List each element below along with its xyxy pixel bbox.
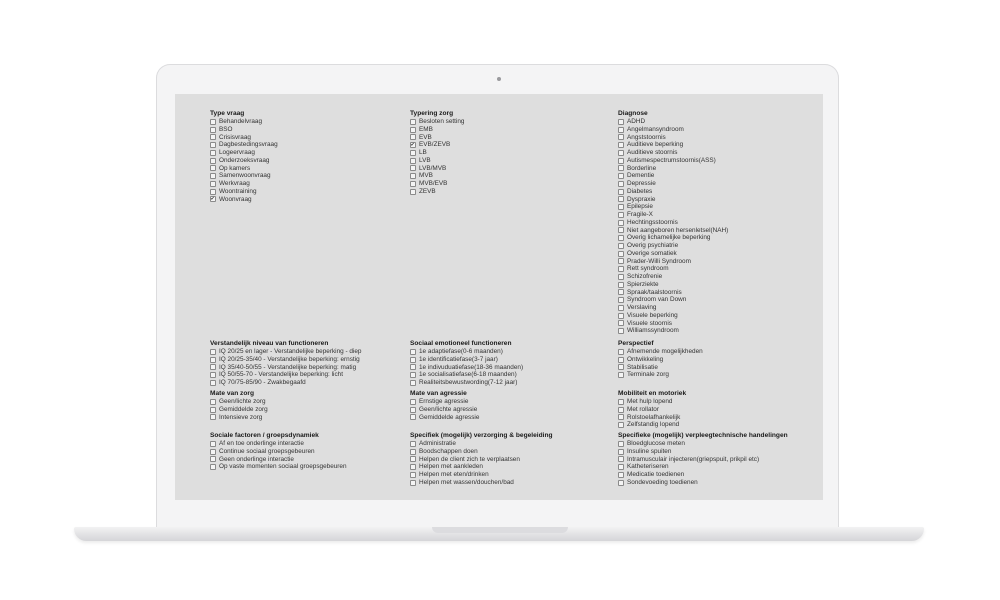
checkbox[interactable] — [618, 173, 624, 179]
checkbox-label: Ernstige agressie — [419, 398, 469, 405]
checkbox-option[interactable] — [618, 471, 788, 479]
checkbox[interactable] — [618, 480, 624, 486]
checkbox-option[interactable] — [618, 211, 728, 219]
checkbox-label: Gemiddelde zorg — [219, 405, 268, 413]
checkbox[interactable] — [618, 235, 624, 241]
checkbox-option[interactable] — [210, 134, 278, 142]
checkbox-label: Geen onderlinge interactie — [219, 455, 294, 463]
checkbox[interactable] — [410, 189, 416, 195]
checkbox[interactable] — [410, 414, 416, 420]
checkbox-label: Fragile-X — [627, 211, 653, 218]
group-title: Type vraag — [210, 110, 245, 117]
checkbox[interactable] — [618, 407, 624, 413]
checkbox[interactable] — [618, 313, 624, 319]
checkbox[interactable] — [618, 227, 624, 233]
checkbox-label: Met rollator — [627, 405, 659, 413]
checkbox-option[interactable] — [618, 203, 728, 211]
checkbox[interactable] — [618, 204, 624, 210]
checkbox-option[interactable] — [210, 456, 347, 464]
checkbox-option[interactable] — [410, 456, 553, 464]
checkbox-option[interactable] — [618, 250, 728, 258]
checkbox-label: Logeervraag — [219, 149, 255, 156]
checkbox-option[interactable] — [210, 379, 361, 387]
checkbox-label: 1e adaptiefase(0-6 maanden) — [419, 348, 503, 355]
checkbox[interactable] — [618, 266, 624, 272]
checkbox-option[interactable] — [618, 479, 788, 487]
checkbox-label: Helpen met aankleden — [419, 463, 483, 471]
checkbox-option[interactable] — [410, 406, 479, 414]
checkbox-label: Syndroom van Down — [627, 296, 687, 304]
filter-group — [410, 432, 553, 487]
checkbox-label: IQ 50/55-70 - Verstandelijke beperking: licht — [219, 371, 343, 379]
checkbox[interactable] — [410, 399, 416, 405]
checkbox-label: Administratie — [419, 440, 456, 447]
checkbox-option[interactable] — [618, 414, 686, 422]
checkbox[interactable] — [618, 274, 624, 280]
checkbox-label: Intensieve zorg — [219, 413, 263, 421]
checkbox-label: IQ 70/75-85/90 - Zwakbegaafd — [219, 379, 306, 386]
checkbox-option[interactable] — [210, 172, 278, 180]
checkbox[interactable] — [618, 372, 624, 378]
checkbox-label: Samenwoonvraag — [219, 172, 271, 180]
checkbox-label: Zelfstandig lopend — [627, 421, 680, 429]
checkbox-label: Dagbestedingsvraag — [219, 141, 278, 149]
checkbox[interactable] — [210, 196, 216, 202]
checkbox-option[interactable] — [410, 126, 464, 134]
checkbox-label: Helpen met wassen/douchen/bad — [419, 478, 514, 486]
checkbox[interactable] — [210, 189, 216, 195]
checkbox-label: Overig lichamelijke beperking — [627, 234, 711, 242]
checkbox-label: Ontwikkeling — [627, 355, 664, 363]
checkbox-option[interactable] — [210, 126, 278, 134]
checkbox-option[interactable] — [410, 188, 464, 196]
checkbox-option[interactable] — [410, 463, 553, 471]
checkbox[interactable] — [210, 372, 216, 378]
checkbox-label: Besloten setting — [419, 118, 465, 125]
checkbox-label: ZEVB — [419, 187, 436, 195]
checkbox-option[interactable] — [618, 448, 788, 456]
checkbox-label: Dementie — [627, 172, 655, 180]
checkbox-option[interactable] — [410, 172, 464, 180]
filter-group — [618, 390, 686, 429]
checkbox[interactable] — [410, 380, 416, 386]
checkbox-option[interactable] — [210, 165, 278, 173]
checkbox-option[interactable] — [210, 448, 347, 456]
checkbox[interactable] — [210, 173, 216, 179]
checkbox[interactable] — [618, 364, 624, 370]
checkbox-option[interactable] — [618, 398, 686, 406]
checkbox-option[interactable] — [618, 312, 728, 320]
checkbox[interactable] — [618, 243, 624, 249]
checkbox-option[interactable] — [618, 456, 788, 464]
checkbox[interactable] — [618, 181, 624, 187]
checkbox-label: Dyspraxie — [627, 195, 656, 203]
checkbox-option[interactable] — [618, 188, 728, 196]
checkbox-option[interactable] — [618, 463, 788, 471]
checkbox-label: Visuele beperking — [627, 311, 678, 319]
checkbox[interactable] — [618, 357, 624, 363]
checkbox[interactable] — [210, 380, 216, 386]
checkbox-option[interactable] — [410, 180, 464, 188]
filter-group — [210, 340, 361, 387]
checkbox[interactable] — [618, 220, 624, 226]
checkbox-label: Op vaste momenten sociaal groepsgebeuren — [219, 463, 347, 471]
checkbox-label: Visuele stoornis — [627, 319, 672, 327]
checkbox-option[interactable] — [618, 157, 728, 165]
group-title: Perspectief — [618, 340, 654, 347]
checkbox-label: Continue sociaal groepsgebeuren — [219, 447, 315, 455]
checkbox-label: EVB/ZEVB — [419, 141, 451, 149]
checkbox-option[interactable] — [618, 281, 728, 289]
checkbox-label: Spierziekte — [627, 280, 659, 288]
checkbox-option[interactable] — [410, 141, 464, 149]
checkbox-label: LB — [419, 149, 427, 156]
checkbox-label: Afnemende mogelijkheden — [627, 348, 703, 355]
checkbox[interactable] — [210, 414, 216, 420]
checkbox[interactable] — [210, 119, 216, 125]
checkbox-option[interactable] — [618, 118, 728, 126]
checkbox-option[interactable] — [618, 265, 728, 273]
checkbox[interactable] — [410, 464, 416, 470]
checkbox-option[interactable] — [410, 348, 523, 356]
checkbox-option[interactable] — [618, 141, 728, 149]
checkbox[interactable] — [618, 464, 624, 470]
group-title: Verstandelijk niveau van functioneren — [210, 340, 329, 347]
filter-group — [618, 110, 728, 335]
checkbox-label: Intramusculair injecteren(griepspuit, prikpil etc) — [627, 455, 760, 463]
checkbox-label: Katheteriseren — [627, 463, 669, 471]
checkbox[interactable] — [618, 472, 624, 478]
checkbox-option[interactable] — [210, 149, 278, 157]
group-title: Mobiliteit en motoriek — [618, 390, 687, 397]
checkbox[interactable] — [210, 441, 216, 447]
checkbox[interactable] — [410, 407, 416, 413]
checkbox-option[interactable] — [210, 406, 268, 414]
checkbox-option[interactable] — [210, 180, 278, 188]
checkbox[interactable] — [410, 150, 416, 156]
checkbox[interactable] — [210, 399, 216, 405]
group-title: Sociaal emotioneel functioneren — [410, 340, 512, 347]
checkbox-label: Angststoornis — [627, 133, 666, 141]
checkbox-label: Williamssyndroom — [627, 327, 679, 335]
checkbox-label: MVB — [419, 172, 433, 180]
checkbox[interactable] — [210, 158, 216, 164]
checkbox[interactable] — [618, 414, 624, 420]
checkbox[interactable] — [410, 181, 416, 187]
checkbox-label: Spraak/taalstoornis — [627, 288, 682, 296]
checkbox-option[interactable] — [410, 440, 553, 448]
checkbox-option[interactable] — [618, 371, 703, 379]
checkbox-label: 1e identificatiefase(3-7 jaar) — [419, 355, 498, 363]
checkbox[interactable] — [410, 364, 416, 370]
group-title: Specifieke (mogelijk) verpleegtechnische handelingen — [618, 432, 788, 439]
checkbox-option[interactable] — [410, 364, 523, 372]
filter-group — [410, 110, 464, 196]
checkbox-option[interactable] — [410, 479, 553, 487]
checkbox[interactable] — [618, 297, 624, 303]
checkbox[interactable] — [210, 364, 216, 370]
checkbox-label: Prader-Willi Syndroom — [627, 257, 691, 265]
checkbox-option[interactable] — [618, 320, 728, 328]
checkbox[interactable] — [210, 127, 216, 133]
checkbox[interactable] — [210, 349, 216, 355]
checkbox-label: Hechtingsstoornis — [627, 218, 678, 226]
checkbox-option[interactable] — [618, 421, 686, 429]
checkbox-option[interactable] — [410, 414, 479, 422]
checkbox-label: Auditieve stoornis — [627, 149, 678, 156]
checkbox-label: Medicatie toedienen — [627, 471, 685, 478]
checkbox-option[interactable] — [410, 379, 523, 387]
checkbox[interactable] — [210, 165, 216, 171]
checkbox-option[interactable] — [618, 258, 728, 266]
checkbox[interactable] — [210, 142, 216, 148]
checkbox-label: LVB — [419, 156, 431, 164]
checkbox-label: IQ 35/40-50/55 - Verstandelijke beperking: matig — [219, 363, 357, 371]
checkbox-label: Overige somatiek — [627, 249, 677, 257]
group-title: Mate van zorg — [210, 390, 254, 397]
checkbox-option[interactable] — [210, 141, 278, 149]
checkbox-label: Bloedglucose meten — [627, 440, 685, 447]
group-title: Diagnose — [618, 110, 648, 117]
checkbox-label: Realiteitsbewustwording(7-12 jaar) — [419, 379, 518, 386]
checkbox-option[interactable] — [618, 196, 728, 204]
group-title: Typering zorg — [410, 110, 454, 117]
checkbox-option[interactable] — [210, 364, 361, 372]
checkbox-option[interactable] — [618, 180, 728, 188]
checkbox-label: LVB/MVB — [419, 164, 447, 172]
checkbox-option[interactable] — [618, 304, 728, 312]
checkbox-option[interactable] — [618, 165, 728, 173]
checkbox-option[interactable] — [618, 296, 728, 304]
checkbox-label: IQ 20/25 en lager - Verstandelijke beperking - diep — [219, 348, 362, 355]
checkbox-label: 1e socialisatiefase(6-18 maanden) — [419, 371, 517, 379]
checkbox-label: Werkvraag — [219, 180, 250, 187]
checkbox[interactable] — [210, 134, 216, 140]
checkbox-label: Verslaving — [627, 304, 657, 311]
checkbox-label: 1e indivuduatiefase(18-36 maanden) — [419, 363, 524, 371]
checkbox-label: Behandelvraag — [219, 118, 262, 125]
checkbox-label: BSO — [219, 125, 233, 133]
checkbox-option[interactable] — [210, 414, 268, 422]
checkbox[interactable] — [210, 181, 216, 187]
checkbox-option[interactable] — [618, 149, 728, 157]
checkbox-option[interactable] — [618, 134, 728, 142]
checkbox-label: Boodschappen doen — [419, 447, 478, 455]
checkbox-label: Met hulp lopend — [627, 398, 673, 405]
checkbox[interactable] — [410, 449, 416, 455]
checkbox[interactable] — [618, 422, 624, 428]
checkbox[interactable] — [410, 349, 416, 355]
filter-group — [210, 432, 347, 471]
checkbox-label: EMB — [419, 125, 433, 133]
group-title: Specifiek (mogelijk) verzorging & begeleiding — [410, 432, 553, 439]
checkbox-option[interactable] — [410, 371, 523, 379]
checkbox-label: Angelmansyndroom — [627, 125, 684, 133]
checkbox[interactable] — [618, 328, 624, 334]
checkbox-label: Op kamers — [219, 164, 251, 172]
camera-icon — [497, 77, 501, 81]
checkbox-label: Geen/lichte zorg — [219, 398, 266, 405]
checkbox-option[interactable] — [618, 234, 728, 242]
checkbox-option[interactable] — [618, 219, 728, 227]
screen — [175, 94, 823, 500]
group-title: Mate van agressie — [410, 390, 467, 397]
checkbox[interactable] — [410, 142, 416, 148]
checkbox-label: Depressie — [627, 180, 656, 187]
checkbox-option[interactable] — [618, 348, 703, 356]
checkbox[interactable] — [618, 119, 624, 125]
checkbox[interactable] — [410, 165, 416, 171]
checkbox[interactable] — [410, 158, 416, 164]
checkbox-option[interactable] — [210, 371, 361, 379]
checkbox[interactable] — [618, 282, 624, 288]
checkbox-label: Rolstoelafhankelijk — [627, 413, 681, 421]
filter-group — [210, 390, 268, 421]
checkbox-option[interactable] — [410, 398, 479, 406]
checkbox-label: Geen/lichte agressie — [419, 405, 478, 413]
checkbox[interactable] — [618, 127, 624, 133]
filter-group — [618, 340, 703, 379]
checkbox[interactable] — [410, 441, 416, 447]
checkbox-label: Overig psychiatrie — [627, 242, 679, 249]
checkbox-option[interactable] — [410, 118, 464, 126]
checkbox[interactable] — [618, 449, 624, 455]
filter-group — [410, 390, 479, 421]
checkbox[interactable] — [618, 456, 624, 462]
checkbox-option[interactable] — [410, 134, 464, 142]
checkbox-option[interactable] — [618, 289, 728, 297]
checkbox-option[interactable] — [410, 448, 553, 456]
checkbox[interactable] — [618, 189, 624, 195]
checkbox[interactable] — [618, 134, 624, 140]
checkbox-option[interactable] — [210, 157, 278, 165]
checkbox-option[interactable] — [210, 196, 278, 204]
checkbox-option[interactable] — [210, 356, 361, 364]
checkbox[interactable] — [618, 142, 624, 148]
checkbox[interactable] — [618, 150, 624, 156]
checkbox-label: Stabilisatie — [627, 363, 658, 371]
checkbox-label: Gemiddelde agressie — [419, 413, 480, 421]
checkbox[interactable] — [618, 251, 624, 257]
checkbox-option[interactable] — [210, 188, 278, 196]
checkbox-label: Woonvraag — [219, 195, 252, 203]
checkbox-label: Woontraining — [219, 187, 257, 195]
checkbox-option[interactable] — [618, 126, 728, 134]
checkbox-label: Insuline spuiten — [627, 447, 672, 455]
checkbox[interactable] — [210, 357, 216, 363]
checkbox-label: Terminale zorg — [627, 371, 669, 379]
filter-group — [618, 432, 788, 487]
checkbox[interactable] — [618, 320, 624, 326]
checkbox-option[interactable] — [410, 356, 523, 364]
checkbox-label: Niet aangeboren hersenletsel(NAH) — [627, 226, 729, 234]
filter-group — [210, 110, 278, 203]
checkbox-option[interactable] — [618, 172, 728, 180]
checkbox[interactable] — [410, 472, 416, 478]
checkbox-option[interactable] — [618, 356, 703, 364]
checkbox[interactable] — [618, 441, 624, 447]
checkbox-option[interactable] — [618, 440, 788, 448]
checkbox-label: Sondevoeding toedienen — [627, 478, 698, 486]
checkbox-option[interactable] — [618, 227, 728, 235]
checkbox[interactable] — [618, 349, 624, 355]
checkbox[interactable] — [618, 399, 624, 405]
checkbox[interactable] — [210, 464, 216, 470]
checkbox[interactable] — [210, 449, 216, 455]
checkbox-label: Af en toe onderlinge interactie — [219, 440, 304, 447]
checkbox-label: Rett syndroom — [627, 265, 669, 273]
checkbox-label: MVB/EVB — [419, 180, 448, 187]
checkbox-option[interactable] — [618, 273, 728, 281]
checkbox[interactable] — [410, 357, 416, 363]
checkbox[interactable] — [618, 258, 624, 264]
checkbox[interactable] — [410, 372, 416, 378]
checkbox-option[interactable] — [210, 348, 361, 356]
filter-group — [410, 340, 523, 387]
checkbox[interactable] — [410, 119, 416, 125]
checkbox[interactable] — [618, 305, 624, 311]
checkbox-option[interactable] — [210, 118, 278, 126]
checkbox-label: Auditieve beperking — [627, 141, 684, 149]
checkbox-label: Helpen met eten/drinken — [419, 471, 489, 478]
checkbox-option[interactable] — [410, 471, 553, 479]
checkbox-option[interactable] — [210, 440, 347, 448]
checkbox-option[interactable] — [410, 157, 464, 165]
checkbox[interactable] — [618, 212, 624, 218]
checkbox[interactable] — [618, 165, 624, 171]
checkbox-option[interactable] — [210, 398, 268, 406]
checkbox-option[interactable] — [618, 364, 703, 372]
checkbox[interactable] — [618, 196, 624, 202]
checkbox-label: EVB — [419, 133, 432, 141]
checkbox[interactable] — [410, 173, 416, 179]
checkbox-option[interactable] — [410, 149, 464, 157]
checkbox-label: Diabetes — [627, 187, 653, 195]
checkbox-option[interactable] — [618, 242, 728, 250]
checkbox-option[interactable] — [618, 406, 686, 414]
checkbox[interactable] — [410, 127, 416, 133]
group-title: Sociale factoren / groepsdynamiek — [210, 432, 319, 439]
checkbox[interactable] — [618, 289, 624, 295]
checkbox[interactable] — [210, 456, 216, 462]
checkbox-label: Epilepsie — [627, 203, 653, 211]
checkbox-option[interactable] — [210, 463, 347, 471]
checkbox-label: ADHD — [627, 118, 646, 125]
checkbox[interactable] — [410, 456, 416, 462]
checkbox-option[interactable] — [410, 165, 464, 173]
checkbox-label: Borderline — [627, 164, 657, 172]
checkbox[interactable] — [410, 480, 416, 486]
checkbox-label: Onderzoeksvraag — [219, 156, 270, 164]
checkbox-option[interactable] — [618, 327, 728, 335]
checkbox[interactable] — [210, 407, 216, 413]
checkbox-label: Crisisvraag — [219, 133, 251, 141]
checkbox-label: IQ 20/25-35/40 - Verstandelijke beperking: ernstig — [219, 355, 360, 363]
checkbox-label: Schizofrenie — [627, 273, 663, 280]
checkbox-label: Autismespectrumstoornis(ASS) — [627, 156, 716, 164]
checkbox-label: Helpen de client zich te verplaatsen — [419, 455, 520, 463]
checkbox[interactable] — [210, 150, 216, 156]
checkbox[interactable] — [410, 134, 416, 140]
checkbox[interactable] — [618, 158, 624, 164]
laptop-notch — [432, 527, 568, 533]
